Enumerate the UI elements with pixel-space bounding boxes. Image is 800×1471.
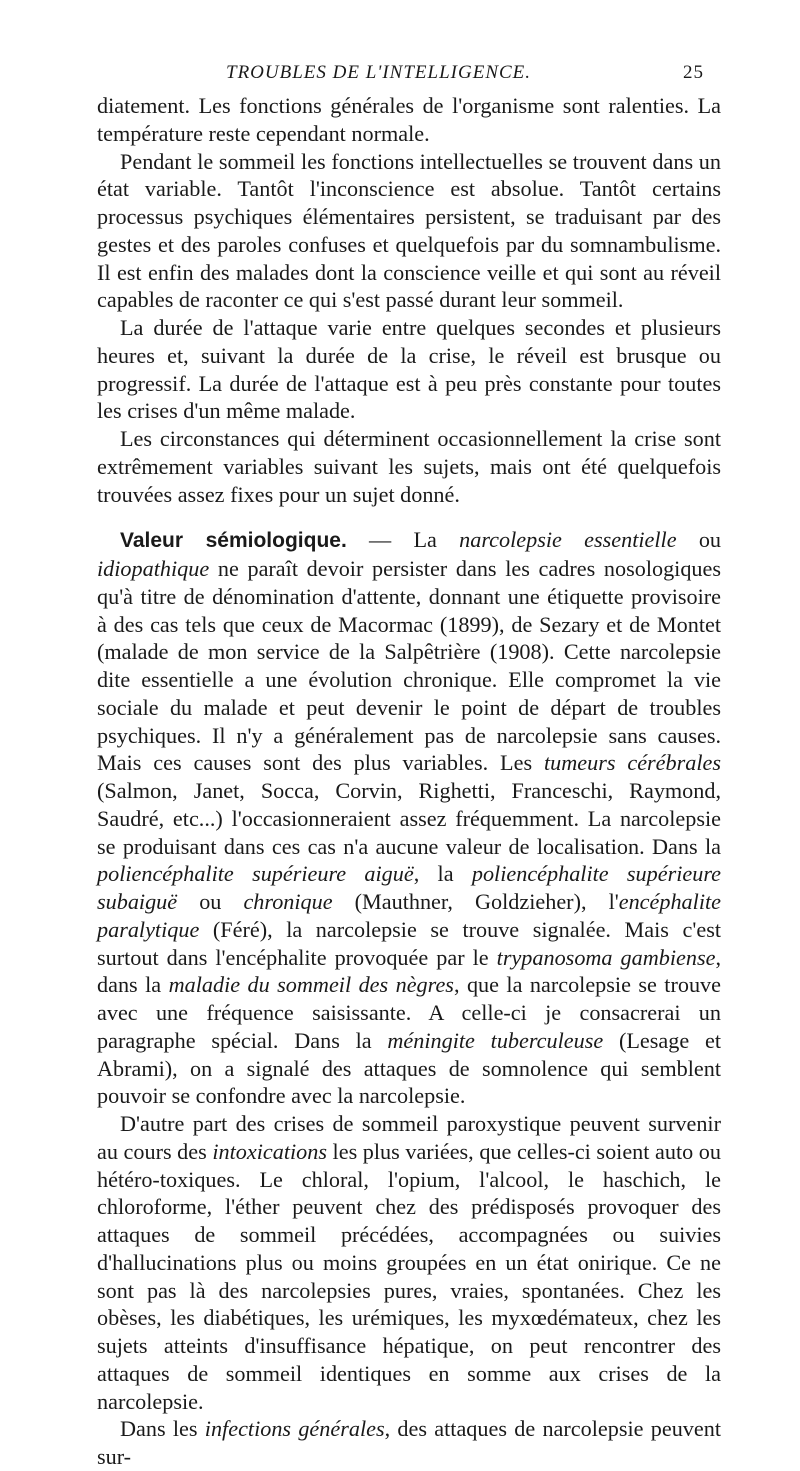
italic-term: trypanosoma gambiense [496, 944, 716, 970]
paragraph-sleep-functions: Pendant le sommeil les fonctions intellectuelles se trouvent dans un état variable. Tantôt l'inconscience est absolue. Tantôt certains processus psychiques élémentaires persistent, se traduisant par des gestes et des paroles confuses et quelquefois par du somnambulisme. Il est enfin des malades dont la conscience veille et qui sont au réveil capables de raconter ce qui s'est passé durant leur sommeil. [97, 148, 721, 313]
paragraph-infections: Dans les infections générales, des attaques de narcolepsie peuvent sur- [97, 1416, 721, 1469]
italic-term: poliencéphalite supérieure subaiguë [97, 861, 721, 914]
italic-term: encéphalite paralytique [97, 889, 721, 942]
header-title: TROUBLES DE L'INTELLIGENCE. [226, 62, 532, 83]
running-header [226, 62, 704, 88]
italic-term: chronique [243, 889, 333, 914]
section-heading: Valeur sémiologique. [120, 529, 347, 553]
italic-term: méningite tuberculeuse [387, 1027, 604, 1053]
page-number: 25 [683, 62, 704, 83]
italic-term: tumeurs cérébrales [543, 750, 721, 776]
paragraph-circumstances: Les circonstances qui déterminent occasionnellement la crise sont extrêmement variables suivant les sujets, mais ont été quelquefois trouvées assez fixes pour un sujet donné. [97, 426, 721, 507]
italic-term: maladie du sommeil des nègres [168, 972, 454, 998]
italic-term: narcolepsie essentielle [459, 527, 677, 553]
paragraph-continuation: diatement. Les fonctions générales de l'organisme sont ralenties. La température reste cependant normale. [97, 93, 721, 146]
italic-term: intoxications [212, 1138, 327, 1164]
page-body [97, 92, 721, 1471]
italic-term: idiopathique [97, 556, 210, 581]
paragraph-semiological-value: Valeur sémiologique. — La narcolepsie essentielle ou idiopathique ne paraît devoir persister dans les cadres nosologiques qu'à titre de dénomination d'attente, donnant une étiquette provisoire à des cas tels que ceux de Macormac (1899), de Sezary et de Montet (malade de mon service de la Salpêtrière (1908). Cette narcolepsie dite essentielle a une évolution chronique. Elle compromet la vie sociale du malade et peut devenir le point de départ de troubles psychiques. Il n'y a généralement pas de narcolepsie sans causes. Mais ces causes sont des plus variables. Les tumeurs cérébrales (Salmon, Janet, Socca, Corvin, Righetti, Franceschi, Raymond, Saudré, etc...) l'occasionneraient assez fréquemment. La narcolepsie se produisant dans ces cas n'a aucune valeur de localisation. Dans la poliencéphalite supérieure aiguë, la poliencéphalite supérieure subaiguë ou chronique (Mauthner, Goldzieher), l'encéphalite paralytique (Féré), la narcolepsie se trouve signalée. Mais c'est surtout dans l'encéphalite provoquée par le trypanosoma gambiense, dans la maladie du sommeil des nègres, que la narcolepsie se trouve avec une fréquence saisissante. A celle-ci je consacrerai un paragraphe spécial. Dans la méningite tuberculeuse (Lesage et Abrami), on a signalé des attaques de somnolence qui semblent pouvoir se confondre avec la narcolepsie. [97, 527, 721, 1109]
paragraph-intoxications: D'autre part des crises de sommeil paroxystique peuvent survenir au cours des intoxications les plus variées, que celles-ci soient auto ou hétéro-toxiques. Le chloral, l'opium, l'alcool, le haschich, le chloroforme, l'éther peuvent chez des prédisposés provoquer des attaques de sommeil précédées, accompagnées ou suivies d'hallucinations plus ou moins groupées en un état onirique. Ce ne sont pas là des narcolepsies pures, vraies, spontanées. Chez les obèses, les diabétiques, les urémiques, les myxœdémateux, chez les sujets atteints d'insuffisance hépatique, on peut rencontrer des attaques de sommeil identiques en somme aux crises de la narcolepsie. [97, 1111, 721, 1414]
italic-term: infections générales [204, 1416, 385, 1442]
paragraph-attack-duration: La durée de l'attaque varie entre quelques secondes et plusieurs heures et, suivant la durée de la crise, le réveil est brusque ou progressif. La durée de l'attaque est à peu près constante pour toutes les crises d'un même malade. [97, 315, 721, 424]
italic-term: poliencéphalite supérieure aiguë [97, 861, 414, 887]
